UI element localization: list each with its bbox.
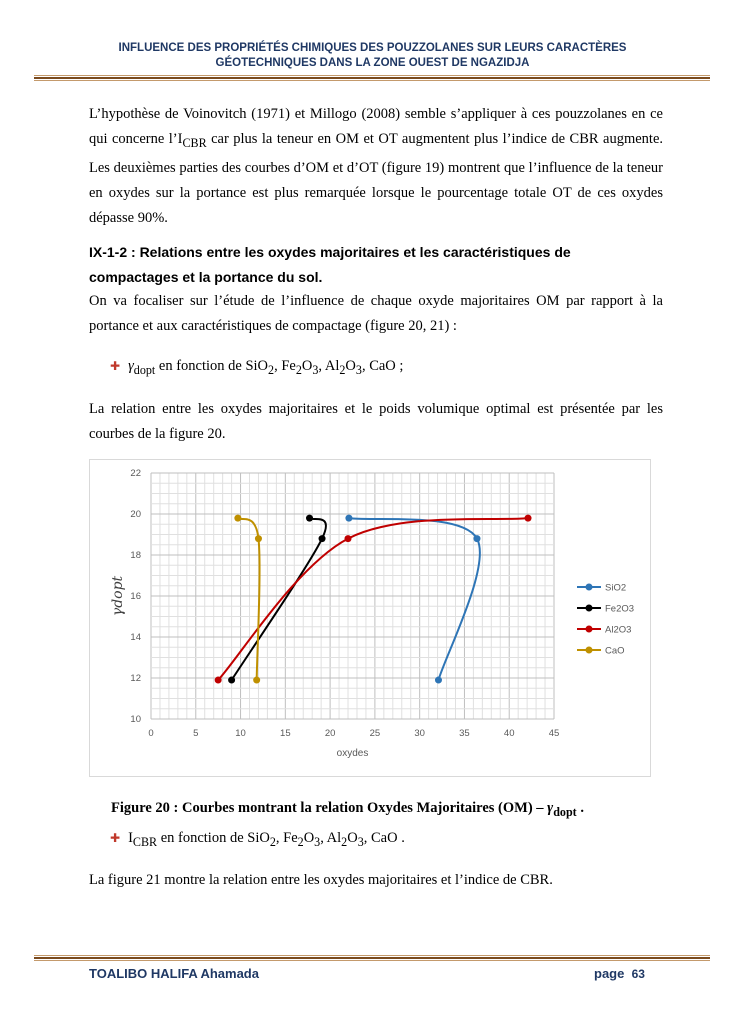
data-point-sio2 [473, 535, 480, 542]
y-tick-label: 12 [130, 673, 141, 684]
footer-author: TOALIBO HALIFA Ahamada [89, 966, 259, 981]
section-heading: IX-1-2 : Relations entre les oxydes majoritaires et les caractéristiques de compactages et la portance du sol. [89, 244, 571, 285]
bullet-text: $I_{CBR}$ en fonction de SiO$_2$, $Fe_2O_3$, $Al_2O_3$, CaO . [128, 830, 405, 849]
page-number: 63 [631, 967, 645, 981]
x-tick-label: 5 [193, 728, 199, 739]
y-tick-label: 10 [130, 714, 141, 725]
legend-label-sio2: SiO2 [605, 582, 627, 594]
running-header [0, 41, 745, 71]
bullet-icon: ✚ [110, 359, 121, 373]
paragraph-1: L’hypothèse de Voinovitch (1971) et Millogo (2008) semble s’appliquer à ces pouzzolanes en ce qui concerne $l’I_{CBR}$ car plus la teneur en OM et OT augmentent plus l’indice de CBR augmente. Les deuxièmes parties des courbes d’OM et d’OT (figure 19) montrent que l’influence de la teneur en oxydes sur la portance est plus remarquée lorsque le pourcentage totale OT de ces oxydes dépasse 90%. [89, 106, 664, 226]
x-tick-label: 45 [548, 728, 560, 739]
data-point-fe2o3 [228, 677, 235, 684]
y-tick-label: 18 [130, 550, 141, 561]
y-tick-label: 20 [130, 509, 141, 520]
footer-page [594, 966, 645, 981]
bullet-icbr [110, 830, 405, 850]
data-point-sio2 [435, 677, 442, 684]
data-point-cao [253, 677, 260, 684]
y-tick-label: 22 [130, 468, 141, 479]
chart-svg [90, 460, 650, 776]
page-label: page [594, 966, 625, 981]
series-line-sio2 [349, 518, 480, 680]
x-tick-label: 35 [459, 728, 470, 739]
paragraph-3: La relation entre les oxydes majoritaires et le poids volumique optimal est présentée par les courbes de la figure 20. [89, 401, 663, 442]
legend-marker-sio2 [586, 584, 593, 591]
legend-marker-cao [586, 647, 593, 654]
data-point-al2o3 [345, 535, 352, 542]
bullet-gamma [110, 358, 403, 378]
figure-caption: Figure 20 : Courbes montrant la relation Oxydes Majoritaires $(OM) - \gamma_{dopt}$ . [111, 800, 584, 819]
data-point-al2o3 [525, 515, 532, 522]
legend-marker-fe2o3 [586, 605, 593, 612]
legend-label-al2o3: Al2O3 [605, 624, 632, 636]
paragraph-4: La figure 21 montre la relation entre les oxydes majoritaires et l’indice de CBR. [89, 872, 553, 888]
x-tick-label: 15 [280, 728, 291, 739]
x-tick-label: 30 [414, 728, 425, 739]
x-tick-label: 20 [324, 728, 336, 739]
y-tick-label: 14 [130, 632, 141, 643]
x-tick-label: 40 [503, 728, 515, 739]
data-point-cao [255, 535, 262, 542]
data-point-fe2o3 [306, 515, 313, 522]
footer-divider [34, 955, 710, 962]
bullet-text: $\gamma_{dopt}$ en fonction de SiO$_2$, $Fe_2O_3$, $Al_2O_3$, CaO ; [128, 358, 404, 377]
legend-label-fe2o3: Fe2O3 [605, 603, 635, 615]
figure-20-chart [89, 459, 651, 777]
paragraph-2: On va focaliser sur l’étude de l’influence de chaque oxyde majoritaires OM par rapport à la portance et aux caractéristiques de compactage (figure 20, 21) : [89, 293, 663, 334]
series-line-al2o3 [218, 518, 528, 680]
header-line-2: GÉOTECHNIQUES DANS LA ZONE OUEST DE NGAZIDJA [215, 57, 530, 69]
data-point-cao [234, 515, 241, 522]
data-point-fe2o3 [319, 535, 326, 542]
x-tick-label: 25 [369, 728, 381, 739]
x-axis-label: oxydes [336, 748, 369, 759]
legend-marker-al2o3 [586, 626, 593, 633]
bullet-icon: ✚ [110, 831, 121, 845]
y-tick-label: 16 [130, 591, 141, 602]
y-axis-label: γdopt [110, 575, 126, 617]
header-divider [34, 75, 710, 82]
legend-label-cao: CaO [605, 645, 625, 657]
data-point-al2o3 [215, 677, 222, 684]
header-line-1: INFLUENCE DES PROPRIÉTÉS CHIMIQUES DES POUZZOLANES SUR LEURS CARACTÈRES [118, 42, 627, 54]
x-tick-label: 10 [235, 728, 246, 739]
x-tick-label: 0 [148, 728, 154, 739]
data-point-sio2 [345, 515, 352, 522]
